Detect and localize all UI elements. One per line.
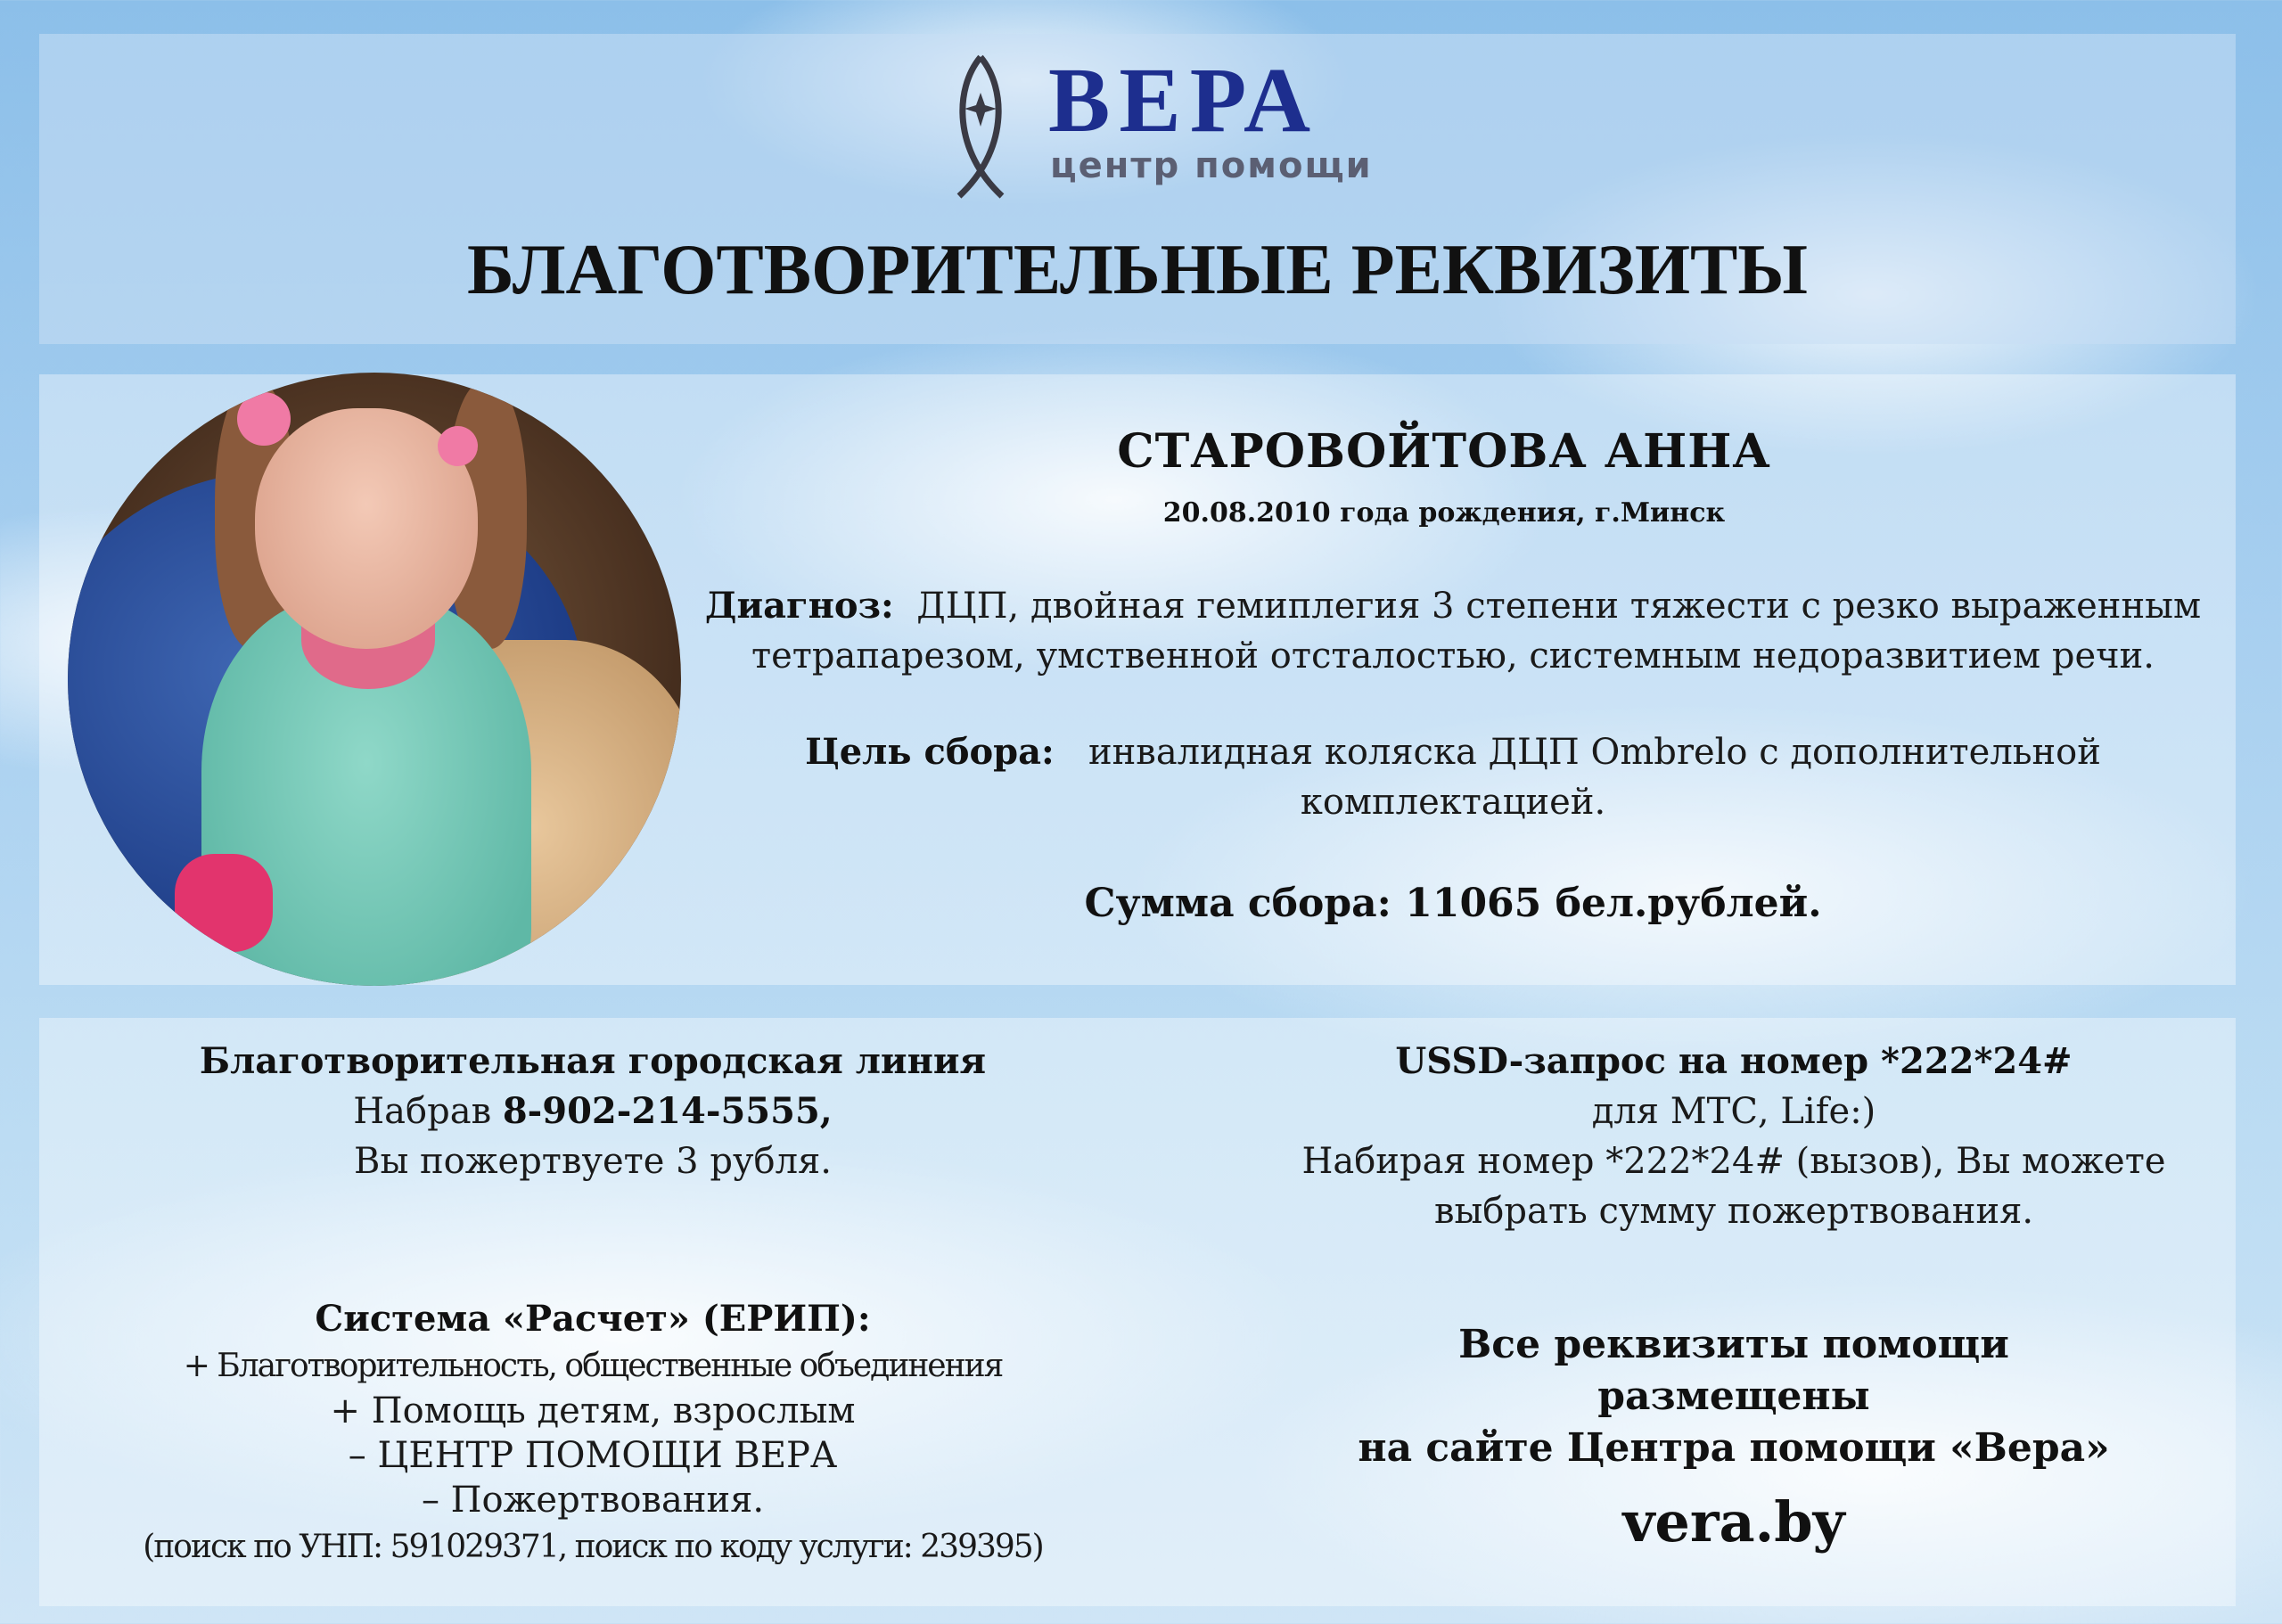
requisites-block — [1203, 1319, 2264, 1558]
goal-line2: комплектацией. — [1300, 782, 1606, 823]
requisites-line1: Все реквизиты помощи — [1458, 1322, 2009, 1367]
goal-label: Цель сбора: — [805, 731, 1055, 773]
person-name: СТАРОВОЙТОВА АННА — [1117, 424, 1771, 479]
ussd-title: USSD-запрос на номер *222*24# — [1395, 1040, 2073, 1082]
diagnosis-line2: тетрапарезом, умственной отсталостью, системным недоразвитием речи. — [751, 636, 2155, 677]
diagnosis-label: Диагноз: — [704, 585, 894, 627]
erip-step1: + Благотворительность, общественные объединения — [183, 1348, 1003, 1384]
goal-line1: инвалидная коляска ДЦП Ombrelo с дополнительной — [1088, 732, 2101, 773]
diagnosis-line1: ДЦП, двойная гемиплегия 3 степени тяжести с резко выраженным — [916, 586, 2202, 627]
erip-search: (поиск по УНП: 591029371, поиск по коду услуги: 239395) — [143, 1529, 1043, 1565]
erip-block — [36, 1294, 1150, 1572]
ussd-line1: Набирая номер *222*24# (вызов), Вы можете — [1301, 1141, 2166, 1182]
erip-step3: – ЦЕНТР ПОМОЩИ ВЕРА — [348, 1435, 838, 1476]
logo-name: ВЕРА — [1048, 49, 1320, 152]
erip-title: Система «Расчет» (ЕРИП): — [315, 1298, 871, 1340]
vera-logo — [947, 49, 1375, 203]
diagnosis — [704, 581, 2202, 681]
ussd-line2: выбрать сумму пожертвования. — [1433, 1191, 2034, 1232]
person-birth: 20.08.2010 года рождения, г.Минск — [1162, 497, 1726, 529]
requisites-line3: на сайте Центра помощи «Вера» — [1358, 1425, 2110, 1471]
requisites-line2: размещены — [1597, 1374, 1870, 1419]
logo-subtitle: центр помощи — [1050, 145, 1373, 186]
city-line-dial: Набрав — [353, 1091, 492, 1132]
page-title: БЛАГОТВОРИТЕЛЬНЫЕ РЕКВИЗИТЫ — [467, 231, 1808, 309]
fundraising-goal — [704, 727, 2202, 827]
ussd-block — [1159, 1037, 2282, 1236]
ussd-operators: для МТС, Life:) — [1591, 1091, 1876, 1132]
city-line-title: Благотворительная городская линия — [199, 1040, 987, 1082]
erip-step2: + Помощь детям, взрослым — [330, 1390, 856, 1431]
erip-step4: – Пожертвования. — [421, 1480, 765, 1521]
fundraising-sum: Сумма сбора: 11065 бел.рублей. — [1084, 881, 1822, 926]
child-photo — [68, 373, 681, 986]
city-line-block — [62, 1037, 1123, 1186]
fish-cross-icon — [947, 53, 1014, 201]
site-link[interactable]: vera.by — [1622, 1489, 1845, 1554]
city-line-note: Вы пожертвуете 3 рубля. — [354, 1141, 832, 1182]
city-line-phone: 8-902-214-5555, — [502, 1090, 833, 1132]
